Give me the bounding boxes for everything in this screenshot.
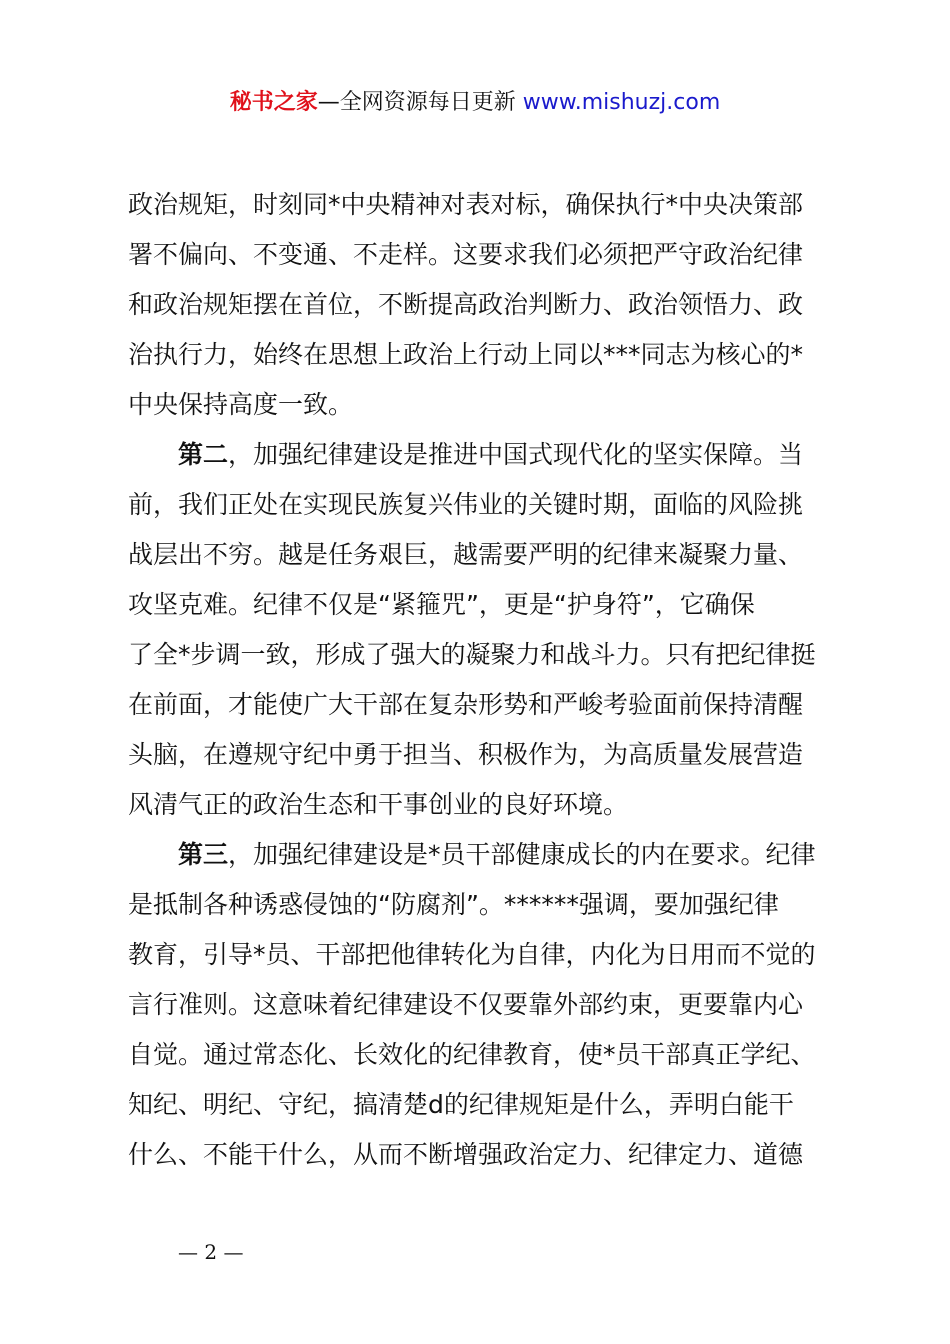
text-line: 什么、不能干什么，从而不断增强政治定力、纪律定力、道德 bbox=[128, 1140, 804, 1169]
text-segment: ，加强纪律建设是*员干部健康成长的内在要求。纪律 bbox=[228, 840, 816, 869]
text-line: 了全*步调一致，形成了强大的凝聚力和战斗力。只有把纪律挺 bbox=[128, 640, 816, 669]
text-line: 战层出不穷。越是任务艰巨，越需要严明的纪律来凝聚力量、 bbox=[128, 540, 804, 569]
header-slogan: —全网资源每日更新 bbox=[317, 90, 516, 115]
paragraph-marker-third: 第三 bbox=[178, 840, 229, 869]
text-line: 和政治规矩摆在首位，不断提高政治判断力、政治领悟力、政 bbox=[128, 290, 804, 319]
text-segment: ，加强纪律建设是推进中国式现代化的坚实保障。当 bbox=[228, 440, 804, 469]
text-line: 署不偏向、不变通、不走样。这要求我们必须把严守政治纪律 bbox=[128, 240, 804, 269]
text-line: 教育，引导*员、干部把他律转化为自律，内化为日用而不觉的 bbox=[128, 940, 816, 969]
text-line: 头脑，在遵规守纪中勇于担当、积极作为，为高质量发展营造 bbox=[128, 740, 804, 769]
brand-name: 秘书之家 bbox=[229, 90, 318, 115]
text-line: 自觉。通过常态化、长效化的纪律教育，使*员干部真正学纪、 bbox=[128, 1040, 816, 1069]
text-line: 治执行力，始终在思想上政治上行动上同以***同志为核心的* bbox=[128, 340, 804, 369]
text-line: 风清气正的政治生态和干事创业的良好环境。 bbox=[128, 790, 629, 819]
text-line: 政治规矩，时刻同*中央精神对表对标，确保执行*中央决策部 bbox=[128, 190, 804, 219]
text-line: 是抵制各种诱惑侵蚀的“防腐剂”。******强调，要加强纪律 bbox=[128, 890, 779, 919]
text-line: 攻坚克难。纪律不仅是“紧箍咒”，更是“护身符”，它确保 bbox=[128, 590, 755, 619]
text-line: 言行准则。这意味着纪律建设不仅要靠外部约束，更要靠内心 bbox=[128, 990, 804, 1019]
paragraph-third-first-line bbox=[128, 830, 832, 880]
text-line: 知纪、明纪、守纪，搞清楚d的纪律规矩是什么，弄明白能干 bbox=[128, 1090, 794, 1119]
paragraph-second-first-line bbox=[128, 430, 832, 480]
page-number: — 2 — bbox=[178, 1240, 244, 1264]
paragraph-marker-second: 第二 bbox=[178, 440, 229, 469]
document-body bbox=[128, 180, 832, 1180]
page-header bbox=[0, 86, 950, 120]
text-line: 中央保持高度一致。 bbox=[128, 390, 354, 419]
site-url[interactable]: www.mishuzj.com bbox=[522, 90, 721, 115]
text-line: 在前面，才能使广大干部在复杂形势和严峻考验面前保持清醒 bbox=[128, 690, 804, 719]
text-line: 前，我们正处在实现民族复兴伟业的关键时期，面临的风险挑 bbox=[128, 490, 804, 519]
